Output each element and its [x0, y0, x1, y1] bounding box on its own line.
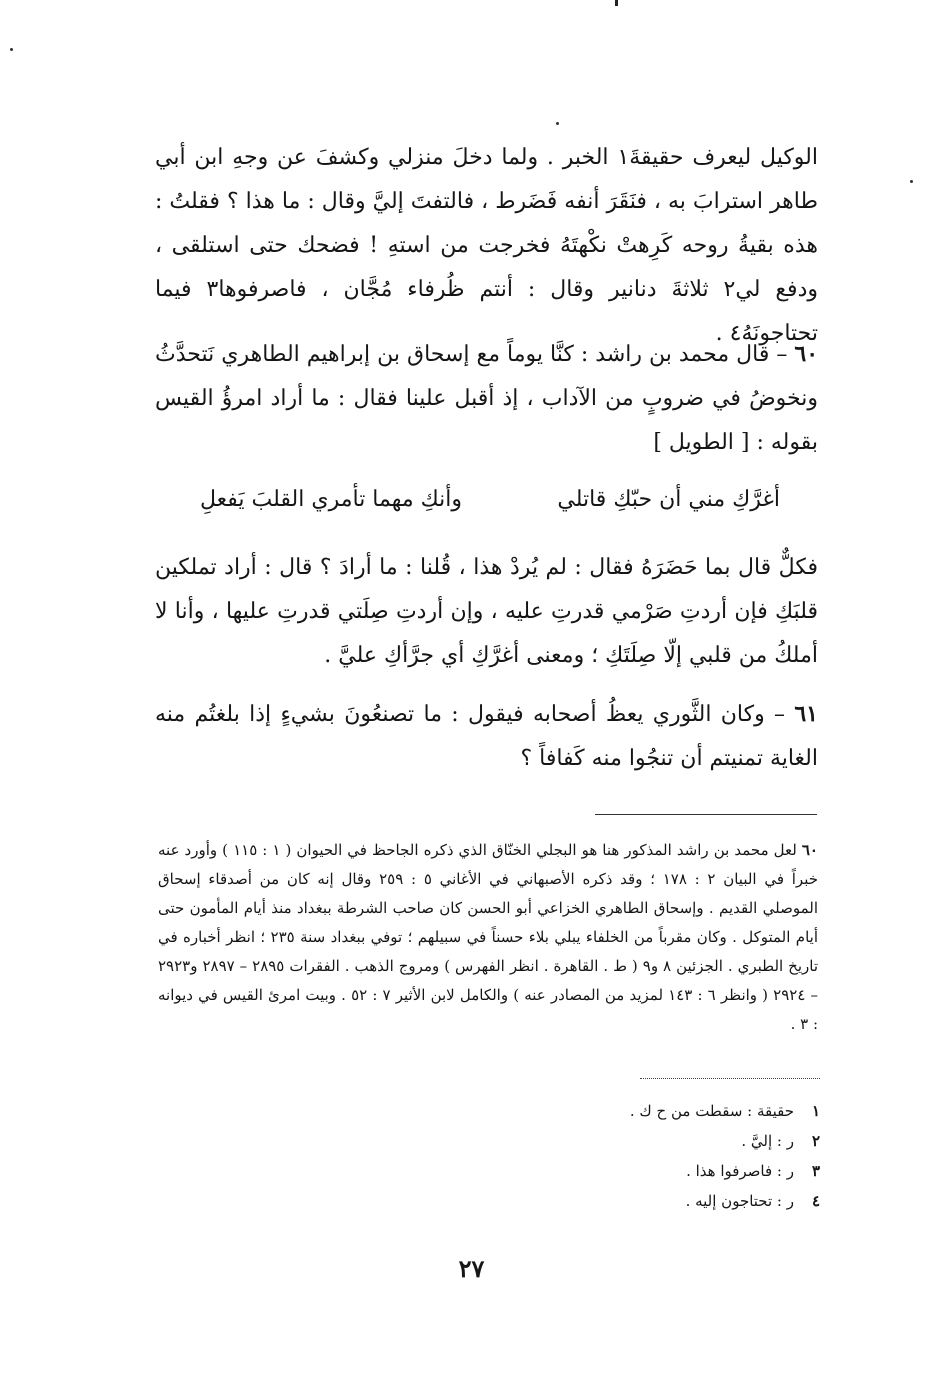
- variant-note: ١ حقيقة : سقطت من ح ك .: [629, 1102, 820, 1120]
- footnote-separator: [595, 814, 817, 815]
- speck: [556, 122, 559, 125]
- footnote-text: لعل محمد بن راشد المذكور هنا هو البجلي الخنّاق الذي ذكره الجاحظ في الحيوان ( ١ : ١١٥ ) وأورد عنه خبراً في البيان ٢ : ١٧٨ ؛ وقد ذكره الأصبهاني في الأغاني ٥ : ٢٥٩ وقال إنه كان من أصدقاء إسحاق الموصلي القديم . وإسحاق الطاهري الخزاعي أبو الحسن كان صاحب الشرطة ببغداد منذ أيام المأمون حتى أيام المتوكل . وكان مقرباً من الخلفاء يبلي بلاء حسناً في سبيلهم ؛ توفي ببغداد سنة ٢٣٥ ؛ انظر أخباره في تاريخ الطبري . الجزئين ٨ و٩ ( ط . القاهرة . انظر الفهرس ) ومروج الذهب . الفقرات ٢٨٩٥ – ٢٨٩٧ و٢٩٢٣ – ٢٩٢٤ ( وانظر ٦ : ١٤٣ لمزيد من المصادر عنه ) والكامل لابن الأثير ٧ : ٥٢ . وبيت امرئ القيس في ديوانه : ٣ .: [158, 841, 819, 1033]
- paragraph-text: الوكيل ليعرف حقيقةَ١ الخبر . ولما دخلَ منزلي وكشفَ عن وجهِ ابن أبي طاهر استرابَ به ، فنَقَرَ أنفه فَضَرط ، فالتفتَ إليَّ وقال : ما هذا ؟ فقلتُ : هذه بقيةُ روحه كَرِهتْ نكْهتَهُ فخرجت من استهِ ! فضحك حتى استلقى ، ودفع لي٢ ثلاثةَ دنانير وقال : أنتم ظُرفاء مُجَّان ، فاصرفوها٣ فيما تحتاجونَهُ٤ .: [155, 145, 818, 346]
- main-paragraph-1: [155, 136, 818, 356]
- variant-notes: [500, 1096, 820, 1216]
- main-paragraph-60: [155, 332, 818, 465]
- speck: [910, 180, 913, 183]
- top-mark: [615, 0, 618, 6]
- paragraph-text: – وكان الثَّوري يعظُ أصحابه فيقول : ما تصنعُونَ بشيءٍ إذا بلغتُم منه الغاية تمنيتم أن تنجُوا منه كَفافاً ؟: [155, 702, 818, 771]
- variants-separator: [640, 1078, 820, 1079]
- paragraph-number: ٦١: [794, 701, 818, 727]
- speck: [10, 48, 13, 51]
- poetry-verse: [200, 478, 780, 522]
- verse-first-hemistich: أغرَّكِ مني أن حبّكِ قاتلي: [557, 487, 780, 512]
- paragraph-number: ٦٠: [794, 341, 819, 367]
- variant-note: ٤ ر : تحتاجون إليه .: [685, 1192, 820, 1210]
- main-paragraph-3: [155, 546, 818, 678]
- variant-note: ٢ ر : إليَّ .: [741, 1132, 820, 1150]
- variant-note: ٣ ر : فاصرفوا هذا .: [686, 1162, 820, 1180]
- footnote-number: ٦٠: [801, 841, 818, 859]
- page-number: ٢٧: [458, 1254, 485, 1283]
- paragraph-text: فكلٌّ قال بما حَضَرَهُ فقال : لم يُردْ هذا ، قُلنا : ما أرادَ ؟ قال : أراد تملكين قلبَكِ فإن أردتِ صَرْمي قدرتِ عليه ، وإن أردتِ صِلَتي قدرتِ عليها ، وأنا لا أملكُ من قلبي إلّا صِلَتَكِ ؛ ومعنى أغرَّكِ أي جرَّأكِ عليَّ .: [155, 555, 818, 668]
- paragraph-text: – قال محمد بن راشد : كنَّا يوماً مع إسحاق بن إبراهيم الطاهري نَتحدَّثُ ونخوضُ في ضروبٍ من الآداب ، إذ أقبل علينا فقال : ما أراد امرؤُ القيس بقوله : [ الطويل ]: [155, 342, 818, 455]
- main-paragraph-61: [155, 692, 818, 781]
- verse-second-hemistich: وأنكِ مهما تأمري القلبَ يَفعلِ: [200, 487, 463, 512]
- footnote-commentary: [158, 836, 818, 1039]
